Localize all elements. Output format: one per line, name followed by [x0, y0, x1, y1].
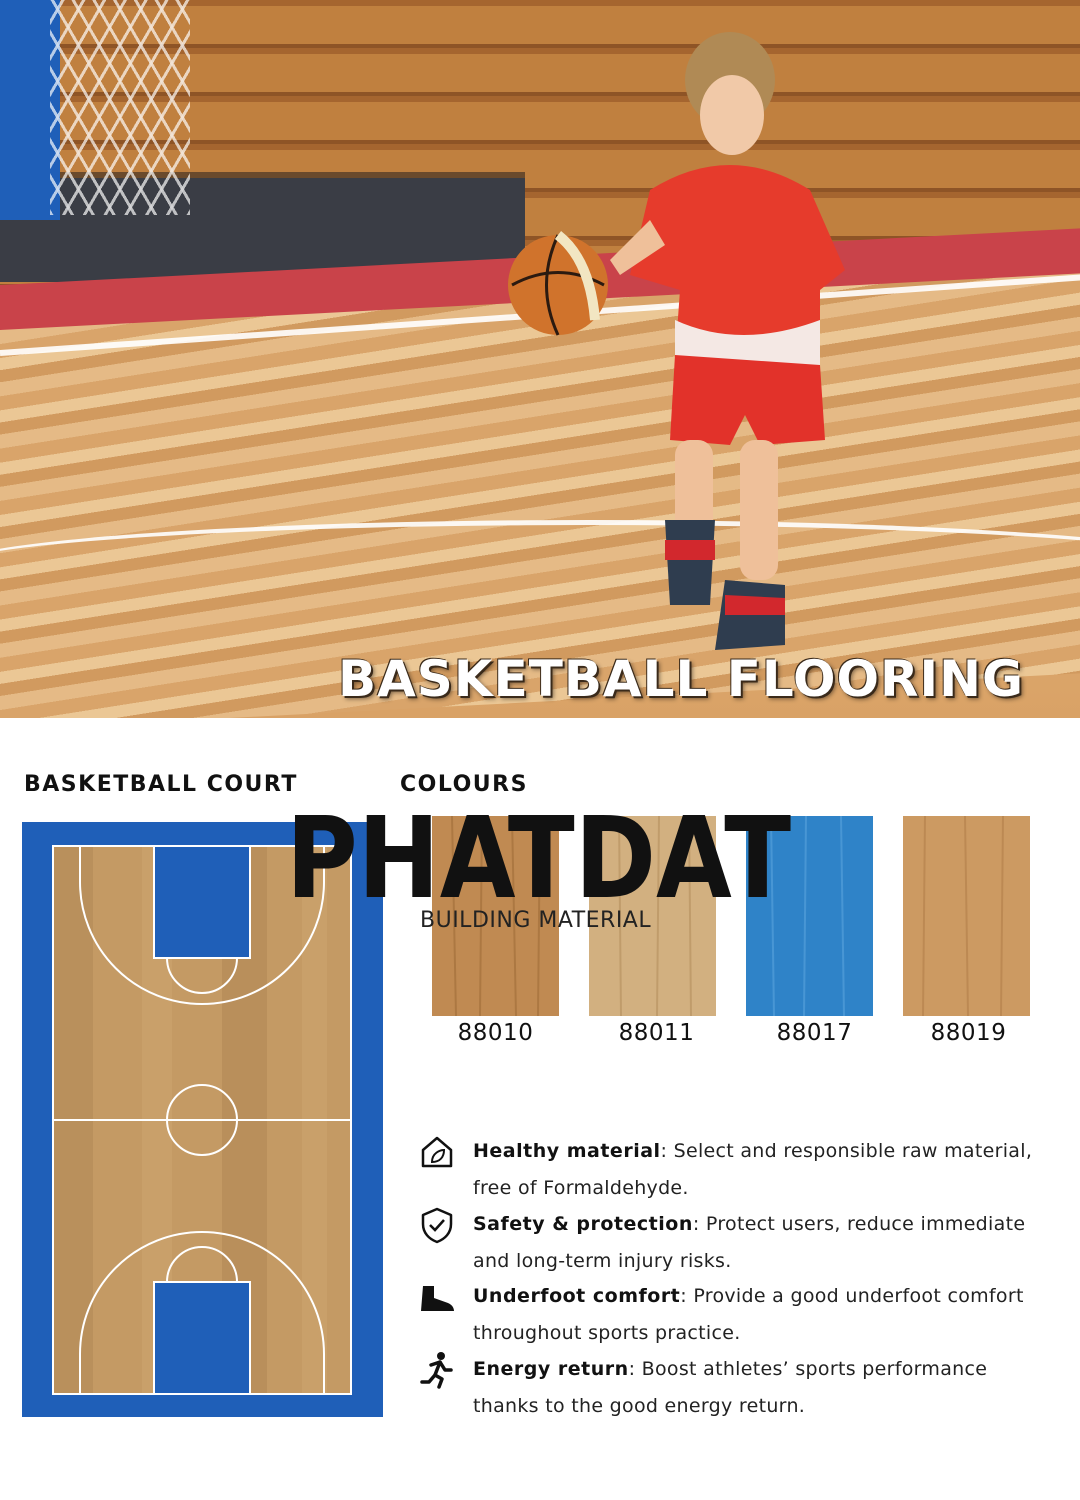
hero-title: BASKETBALL FLOORING	[338, 650, 1024, 708]
basketball-net	[50, 0, 190, 215]
hero-banner	[0, 0, 1080, 718]
feature-text: : Protect users, reduce immediate and long-term injury risks.	[473, 1213, 1026, 1272]
feature-text: : Select and responsible raw material, free of Formaldehyde.	[473, 1140, 1033, 1199]
player-illustration	[500, 20, 860, 670]
feature-title: Underfoot comfort	[473, 1285, 681, 1307]
swatch-code: 88011	[618, 1020, 695, 1046]
eco-house-icon	[418, 1133, 456, 1171]
colours-heading: COLOURS	[400, 772, 528, 797]
court-heading: BASKETBALL COURT	[24, 772, 298, 797]
feature-title: Safety & protection	[473, 1213, 693, 1235]
running-person-icon	[418, 1351, 456, 1389]
phatdat-logo	[286, 802, 796, 912]
feature-text: : Provide a good underfoot comfort throughout sports practice.	[473, 1285, 1024, 1344]
logo-tagline: BUILDING MATERIAL	[420, 908, 652, 933]
key-top	[154, 846, 250, 958]
swatch-88019[interactable]	[903, 816, 1030, 1016]
shield-check-icon	[418, 1206, 456, 1244]
key-bottom	[154, 1282, 250, 1394]
feature-title: Energy return	[473, 1358, 629, 1380]
feature-title: Healthy material	[473, 1140, 661, 1162]
shoe-icon	[418, 1278, 456, 1316]
swatch-code: 88019	[930, 1020, 1007, 1046]
swatch-code: 88010	[457, 1020, 534, 1046]
swatch-code: 88017	[776, 1020, 853, 1046]
logo-wordmark: PHATDAT	[286, 802, 791, 912]
feature-text: : Boost athletes’ sports performance thanks to the good energy return.	[473, 1358, 988, 1417]
